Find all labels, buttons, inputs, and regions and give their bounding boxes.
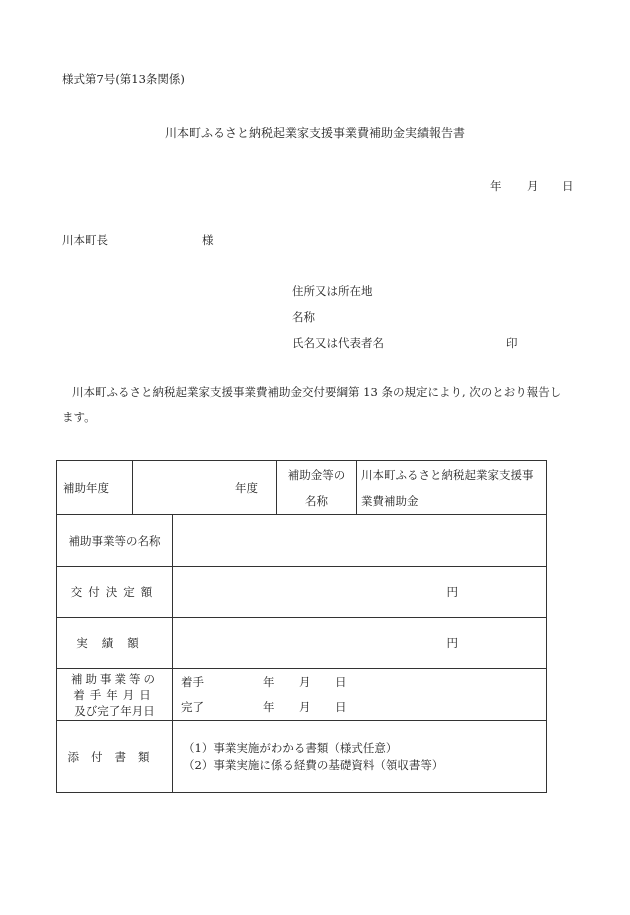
grant-amount-unit: 円 [446, 585, 458, 599]
actual-amount-unit: 円 [446, 636, 458, 650]
subsidy-name-label-line-1: 補助金等の [287, 467, 346, 482]
grant-amount-field[interactable] [173, 567, 547, 618]
subsidy-name-label-line-2: 名称 [305, 493, 328, 508]
report-table [56, 460, 547, 793]
dates-label-line-2: 着手年月日 [73, 687, 156, 702]
start-month-label: 月 [299, 674, 311, 689]
actual-amount-field[interactable] [173, 618, 547, 669]
start-date-line [181, 670, 540, 695]
start-year-label: 年 [263, 674, 275, 689]
date-year-label: 年 [490, 179, 502, 193]
end-date-line [181, 695, 540, 720]
fiscal-year-label: 補助年度 [57, 461, 133, 515]
seal-mark: 印 [506, 336, 518, 350]
dates-label-line-3: 及び完了年月日 [74, 703, 155, 718]
subsidy-name-value-cell [357, 461, 547, 515]
attachment-item-2: （2）事業実施に係る経費の基礎資料（領収書等） [183, 757, 444, 772]
fiscal-year-field[interactable] [133, 461, 277, 515]
project-name-label: 補助事業等の名称 [57, 515, 173, 567]
date-month-label: 月 [527, 179, 539, 193]
end-date-label: 完了 [181, 699, 204, 714]
report-statement: 川本町ふるさと納税起業家支援事業費補助金交付要綱第 13 条の規定により, 次のとおり報告します。 [62, 385, 562, 424]
end-month-label: 月 [299, 699, 311, 714]
dates-field[interactable] [173, 669, 547, 721]
attachments-label: 添付書類 [57, 721, 173, 793]
dates-label-line-1: 補助事業等の [71, 671, 158, 686]
fiscal-year-unit: 年度 [235, 480, 258, 495]
representative-label: 氏名又は代表者名 [292, 336, 384, 350]
table-row-actual-amount [57, 618, 547, 669]
addressee-honorific: 様 [202, 233, 214, 247]
form-number: 様式第7号(第13条関係) [62, 72, 185, 86]
table-row-project-name [57, 515, 547, 567]
table-row-fiscal-year [57, 461, 547, 515]
project-name-field[interactable] [173, 515, 547, 567]
addressee-name: 川本町長 [62, 233, 108, 247]
grant-amount-label: 交付決定額 [57, 567, 173, 618]
attachments-list [173, 721, 547, 793]
dates-label-cell [57, 669, 173, 721]
subsidy-name-value-line-1: 川本町ふるさと納税起業家支援事 [361, 467, 534, 482]
date-day-label: 日 [562, 179, 574, 193]
table-row-attachments [57, 721, 547, 793]
end-day-label: 日 [335, 699, 347, 714]
table-row-dates [57, 669, 547, 721]
attachment-item-1: （1）事業実施がわかる書類（様式任意） [183, 740, 398, 755]
name-label: 名称 [292, 310, 315, 324]
table-row-grant-amount [57, 567, 547, 618]
document-title: 川本町ふるさと納税起業家支援事業費補助金実績報告書 [164, 126, 465, 140]
start-date-label: 着手 [181, 674, 204, 689]
subsidy-name-value-line-2: 業費補助金 [361, 493, 419, 508]
end-year-label: 年 [263, 699, 275, 714]
subsidy-name-label-cell [277, 461, 357, 515]
actual-amount-label: 実績額 [57, 618, 173, 669]
address-label: 住所又は所在地 [292, 284, 373, 298]
start-day-label: 日 [335, 674, 347, 689]
